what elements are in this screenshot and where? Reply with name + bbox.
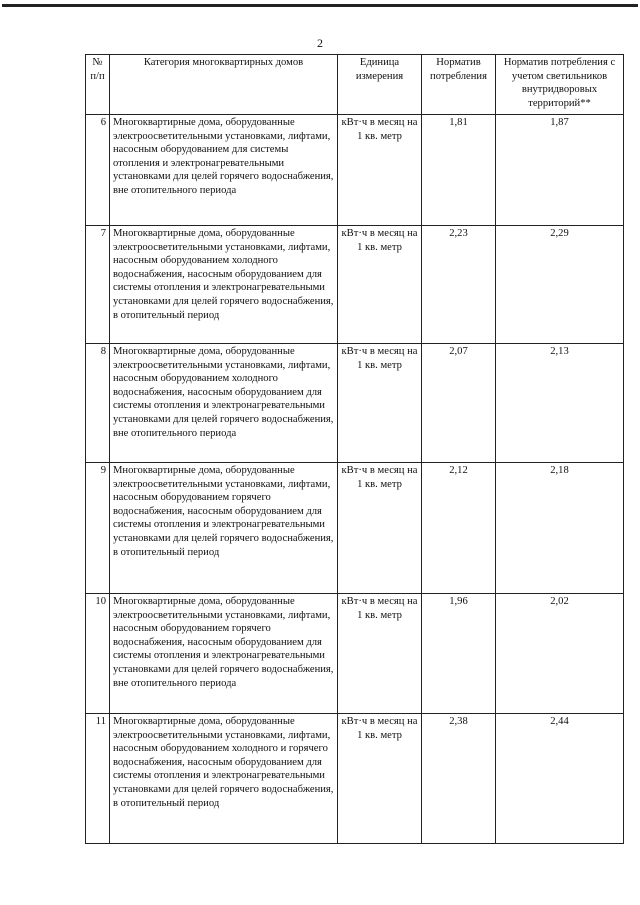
header-number: № п/п <box>86 55 110 115</box>
row-number: 9 <box>86 463 110 594</box>
table-row <box>86 344 624 463</box>
header-category: Категория многоквартирных домов <box>110 55 338 115</box>
row-number: 10 <box>86 594 110 714</box>
row-norm: 1,81 <box>422 115 496 226</box>
row-unit: кВт·ч в месяц на 1 кв. метр <box>338 226 422 344</box>
row-number: 8 <box>86 344 110 463</box>
row-category: Многоквартирные дома, оборудованные электроосветительными установками, лифтами, насосным оборудованием холодного и горячего водоснабжения, насосным оборудованием для системы отопления и электронагревательными установками для целей горячего водоснабжения, в отопительный период <box>110 714 338 844</box>
row-norm-with-lights: 2,02 <box>496 594 624 714</box>
row-unit: кВт·ч в месяц на 1 кв. метр <box>338 115 422 226</box>
row-norm-with-lights: 2,18 <box>496 463 624 594</box>
row-category: Многоквартирные дома, оборудованные электроосветительными установками, лифтами, насосным оборудованием горячего водоснабжения, насосным оборудованием для системы отопления и электронагревательными установками для целей горячего водоснабжения, в отопительный период <box>110 463 338 594</box>
row-unit: кВт·ч в месяц на 1 кв. метр <box>338 594 422 714</box>
row-norm-with-lights: 1,87 <box>496 115 624 226</box>
table-header-row <box>86 55 624 115</box>
row-number: 7 <box>86 226 110 344</box>
row-norm: 2,23 <box>422 226 496 344</box>
row-category: Многоквартирные дома, оборудованные электроосветительными установками, лифтами, насосным оборудованием холодного водоснабжения, насосным оборудованием для системы отопления и электронагревательными установками для целей горячего водоснабжения, в отопительный период <box>110 226 338 344</box>
row-number: 11 <box>86 714 110 844</box>
row-norm-with-lights: 2,44 <box>496 714 624 844</box>
row-category: Многоквартирные дома, оборудованные электроосветительными установками, лифтами, насосным оборудованием холодного водоснабжения, насосным оборудованием для системы отопления и электронагревательными установками для целей горячего водоснабжения, вне отопительного периода <box>110 344 338 463</box>
row-category: Многоквартирные дома, оборудованные электроосветительными установками, лифтами, насосным оборудованием для системы отопления и электронагревательными установками для целей горячего водоснабжения, вне отопительного периода <box>110 115 338 226</box>
header-norm: Норматив потребления <box>422 55 496 115</box>
row-norm: 1,96 <box>422 594 496 714</box>
row-norm-with-lights: 2,13 <box>496 344 624 463</box>
header-unit: Единица измерения <box>338 55 422 115</box>
consumption-norms-table <box>85 54 624 844</box>
table-body <box>86 115 624 844</box>
row-category: Многоквартирные дома, оборудованные электроосветительными установками, лифтами, насосным оборудованием горячего водоснабжения, насосным оборудованием для системы отопления и электронагревательными установками для целей горячего водоснабжения, вне отопительного периода <box>110 594 338 714</box>
row-norm: 2,12 <box>422 463 496 594</box>
row-number: 6 <box>86 115 110 226</box>
row-norm: 2,38 <box>422 714 496 844</box>
row-unit: кВт·ч в месяц на 1 кв. метр <box>338 714 422 844</box>
row-unit: кВт·ч в месяц на 1 кв. метр <box>338 344 422 463</box>
table-row <box>86 115 624 226</box>
table-row <box>86 594 624 714</box>
row-norm-with-lights: 2,29 <box>496 226 624 344</box>
table-row <box>86 463 624 594</box>
header-norm-with-lights: Норматив потребления с учетом светильников внутридворовых территорий** <box>496 55 624 115</box>
table-row <box>86 714 624 844</box>
row-unit: кВт·ч в месяц на 1 кв. метр <box>338 463 422 594</box>
row-norm: 2,07 <box>422 344 496 463</box>
top-scan-rule <box>2 4 638 7</box>
page-number: 2 <box>317 36 323 50</box>
table-row <box>86 226 624 344</box>
